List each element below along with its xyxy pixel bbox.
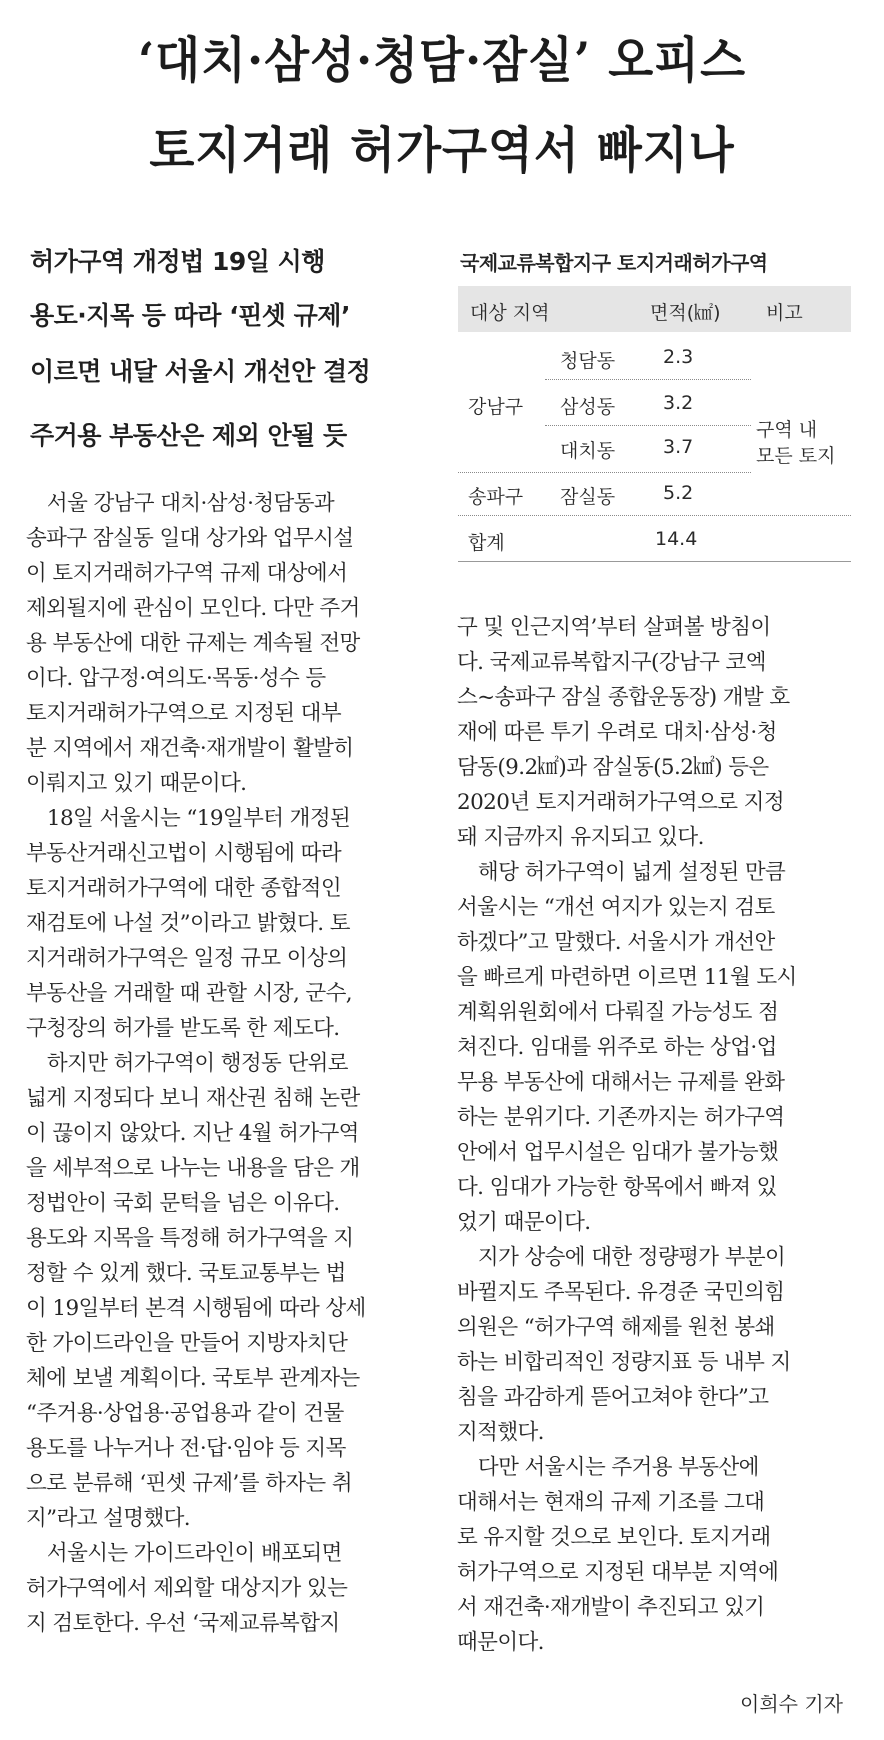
article-line: 무용 부동산에 대해서는 규제를 완화: [457, 1070, 785, 1095]
article-line: 지적했다.: [457, 1420, 544, 1445]
article-line: 토지거래허가구역에 대한 종합적인: [26, 876, 342, 901]
article-line: 허가구역에서 제외할 대상지가 있는: [26, 1576, 348, 1601]
article-line: 바뀔지도 주목된다. 유경준 국민의힘: [457, 1280, 785, 1305]
article-line: 하지만 허가구역이 행정동 단위로: [26, 1051, 348, 1076]
headline-line-1: ‘대치·삼성·청담·잠실’ 오피스: [137, 31, 747, 89]
table-divider: [545, 425, 751, 426]
article-line: 한 가이드라인을 만들어 지방자치단: [26, 1331, 348, 1356]
table-area-2: 3.2: [663, 392, 694, 414]
table-header-region: 대상 지역: [470, 302, 550, 324]
article-line: 지”라고 설명했다.: [26, 1506, 191, 1531]
article-line: 서울시는 가이드라인이 배포되면: [26, 1541, 342, 1566]
article-line: 지거래허가구역은 일정 규모 이상의: [26, 946, 348, 971]
headline-line-2: 토지거래 허가구역서 빠지나: [149, 121, 735, 179]
table-dong-4: 잠실동: [560, 486, 616, 508]
table-gu-songpa: 송파구: [468, 486, 524, 508]
article-line: 체에 보낼 계획이다. 국토부 관계자는: [26, 1366, 360, 1391]
table-divider: [545, 379, 751, 380]
table-header-area: 면적(㎢): [650, 302, 721, 324]
article-line: 담동(9.2㎢)과 잠실동(5.2㎢) 등은: [457, 755, 769, 780]
article-line: 로 유지할 것으로 보인다. 토지거래: [457, 1525, 771, 1550]
article-line: 하겠다”고 말했다. 서울시가 개선안: [457, 930, 775, 955]
subhead-4: 주거용 부동산은 제외 안될 듯: [30, 421, 347, 450]
article-line: “주거용·상업용·공업용과 같이 건물: [26, 1401, 344, 1426]
article-line: 재에 따른 투기 우려로 대치·삼성·청: [457, 720, 777, 745]
article-line: 토지거래허가구역으로 지정된 대부: [26, 701, 342, 726]
article-line: 해당 허가구역이 넓게 설정된 만큼: [457, 860, 786, 885]
article-line: 을 세부적으로 나누는 내용을 담은 개: [26, 1156, 360, 1181]
article-line: 때문이다.: [457, 1630, 544, 1655]
article-line: 다. 임대가 가능한 항목에서 빠져 있: [457, 1175, 777, 1200]
article-line: 이 끊이지 않았다. 지난 4월 허가구역: [26, 1121, 359, 1146]
table-note-line-2: 모든 토지: [756, 445, 836, 467]
article-line: 었기 때문이다.: [457, 1210, 591, 1235]
article-line: 이다. 압구정·여의도·목동·성수 등: [26, 666, 326, 691]
article-line: 구청장의 허가를 받도록 한 제도다.: [26, 1016, 340, 1041]
article-line: 대해서는 현재의 규제 기조를 그대: [457, 1490, 765, 1515]
article-line: 스~송파구 잠실 종합운동장) 개발 호: [457, 685, 790, 710]
article-line: 송파구 잠실동 일대 상가와 업무시설: [26, 526, 354, 551]
table-divider: [458, 515, 851, 516]
article-line: 쳐진다. 임대를 위주로 하는 상업·업: [457, 1035, 777, 1060]
article-line: 으로 분류해 ‘핀셋 규제’를 하자는 취: [26, 1471, 353, 1496]
article-line: 을 빠르게 마련하면 이르면 11월 도시: [457, 965, 797, 990]
table-area-1: 2.3: [663, 346, 694, 368]
article-line: 서울시는 “개선 여지가 있는지 검토: [457, 895, 775, 920]
article-line: 다. 국제교류복합지구(강남구 코엑: [457, 650, 766, 675]
table-area-3: 3.7: [663, 436, 694, 458]
article-line: 침을 과감하게 뜯어고쳐야 한다”고: [457, 1385, 769, 1410]
subhead-2: 용도·지목 등 따라 ‘핀셋 규제’: [30, 301, 350, 330]
article-line: 하는 분위기다. 기존까지는 허가구역: [457, 1105, 785, 1130]
table-title: 국제교류복합지구 토지거래허가구역: [460, 251, 768, 275]
article-line: 용도와 지목을 특정해 허가구역을 지: [26, 1226, 354, 1251]
article-line: 이뤄지고 있기 때문이다.: [26, 771, 247, 796]
article-line: 하는 비합리적인 정량지표 등 내부 지: [457, 1350, 791, 1375]
byline: 이희수 기자: [740, 1692, 843, 1716]
article-column-2: [457, 610, 865, 1660]
article-line: 계획위원회에서 다뤄질 가능성도 점: [457, 1000, 779, 1025]
table-bottom-rule: [458, 561, 851, 562]
article-line: 돼 지금까지 유지되고 있다.: [457, 825, 704, 850]
article-line: 다만 서울시는 주거용 부동산에: [457, 1455, 759, 1480]
article-line: 서울 강남구 대치·삼성·청담동과: [26, 491, 335, 516]
table-total-label: 합계: [468, 532, 505, 554]
article-line: 2020년 토지거래허가구역으로 지정: [457, 790, 784, 815]
article-line: 18일 서울시는 “19일부터 개정된: [26, 806, 351, 831]
table-gu-gangnam: 강남구: [468, 396, 524, 418]
table-total-value: 14.4: [655, 528, 698, 550]
article-line: 지가 상승에 대한 정량평가 부분이: [457, 1245, 786, 1270]
article-line: 재검토에 나설 것”이라고 밝혔다. 토: [26, 911, 350, 936]
article-line: 제외될지에 관심이 모인다. 다만 주거: [26, 596, 360, 621]
article-column-1: [26, 486, 440, 1641]
article-line: 부동산거래신고법이 시행됨에 따라: [26, 841, 342, 866]
article-line: 서 재건축·재개발이 추진되고 있기: [457, 1595, 765, 1620]
article-line: 이 토지거래허가구역 규제 대상에서: [26, 561, 348, 586]
subhead-1: 허가구역 개정법 19일 시행: [30, 247, 325, 276]
article-line: 넓게 지정되다 보니 재산권 침해 논란: [26, 1086, 360, 1111]
article-line: 용도를 나누거나 전·답·임야 등 지목: [26, 1436, 346, 1461]
table-header-note: 비고: [766, 302, 803, 324]
article-line: 정할 수 있게 했다. 국토교통부는 법: [26, 1261, 346, 1286]
table-note-line-1: 구역 내: [756, 419, 818, 441]
article-line: 의원은 “허가구역 해제를 원천 봉쇄: [457, 1315, 775, 1340]
table-dong-1: 청담동: [560, 350, 616, 372]
article-line: 부동산을 거래할 때 관할 시장, 군수,: [26, 981, 353, 1006]
table-area-4: 5.2: [663, 482, 694, 504]
article-line: 용 부동산에 대한 규제는 계속될 전망: [26, 631, 360, 656]
article-line: 지 검토한다. 우선 ‘국제교류복합지: [26, 1611, 340, 1636]
article-line: 이 19일부터 본격 시행됨에 따라 상세: [26, 1296, 366, 1321]
table-dong-2: 삼성동: [560, 396, 616, 418]
table-dong-3: 대치동: [560, 440, 616, 462]
table-divider: [458, 472, 751, 473]
article-line: 허가구역으로 지정된 대부분 지역에: [457, 1560, 779, 1585]
article-line: 정법안이 국회 문턱을 넘은 이유다.: [26, 1191, 340, 1216]
article-line: 분 지역에서 재건축·재개발이 활발히: [26, 736, 354, 761]
article-line: 구 및 인근지역’부터 살펴볼 방침이: [457, 615, 771, 640]
subhead-3: 이르면 내달 서울시 개선안 결정: [30, 357, 371, 386]
article-line: 안에서 업무시설은 임대가 불가능했: [457, 1140, 779, 1165]
